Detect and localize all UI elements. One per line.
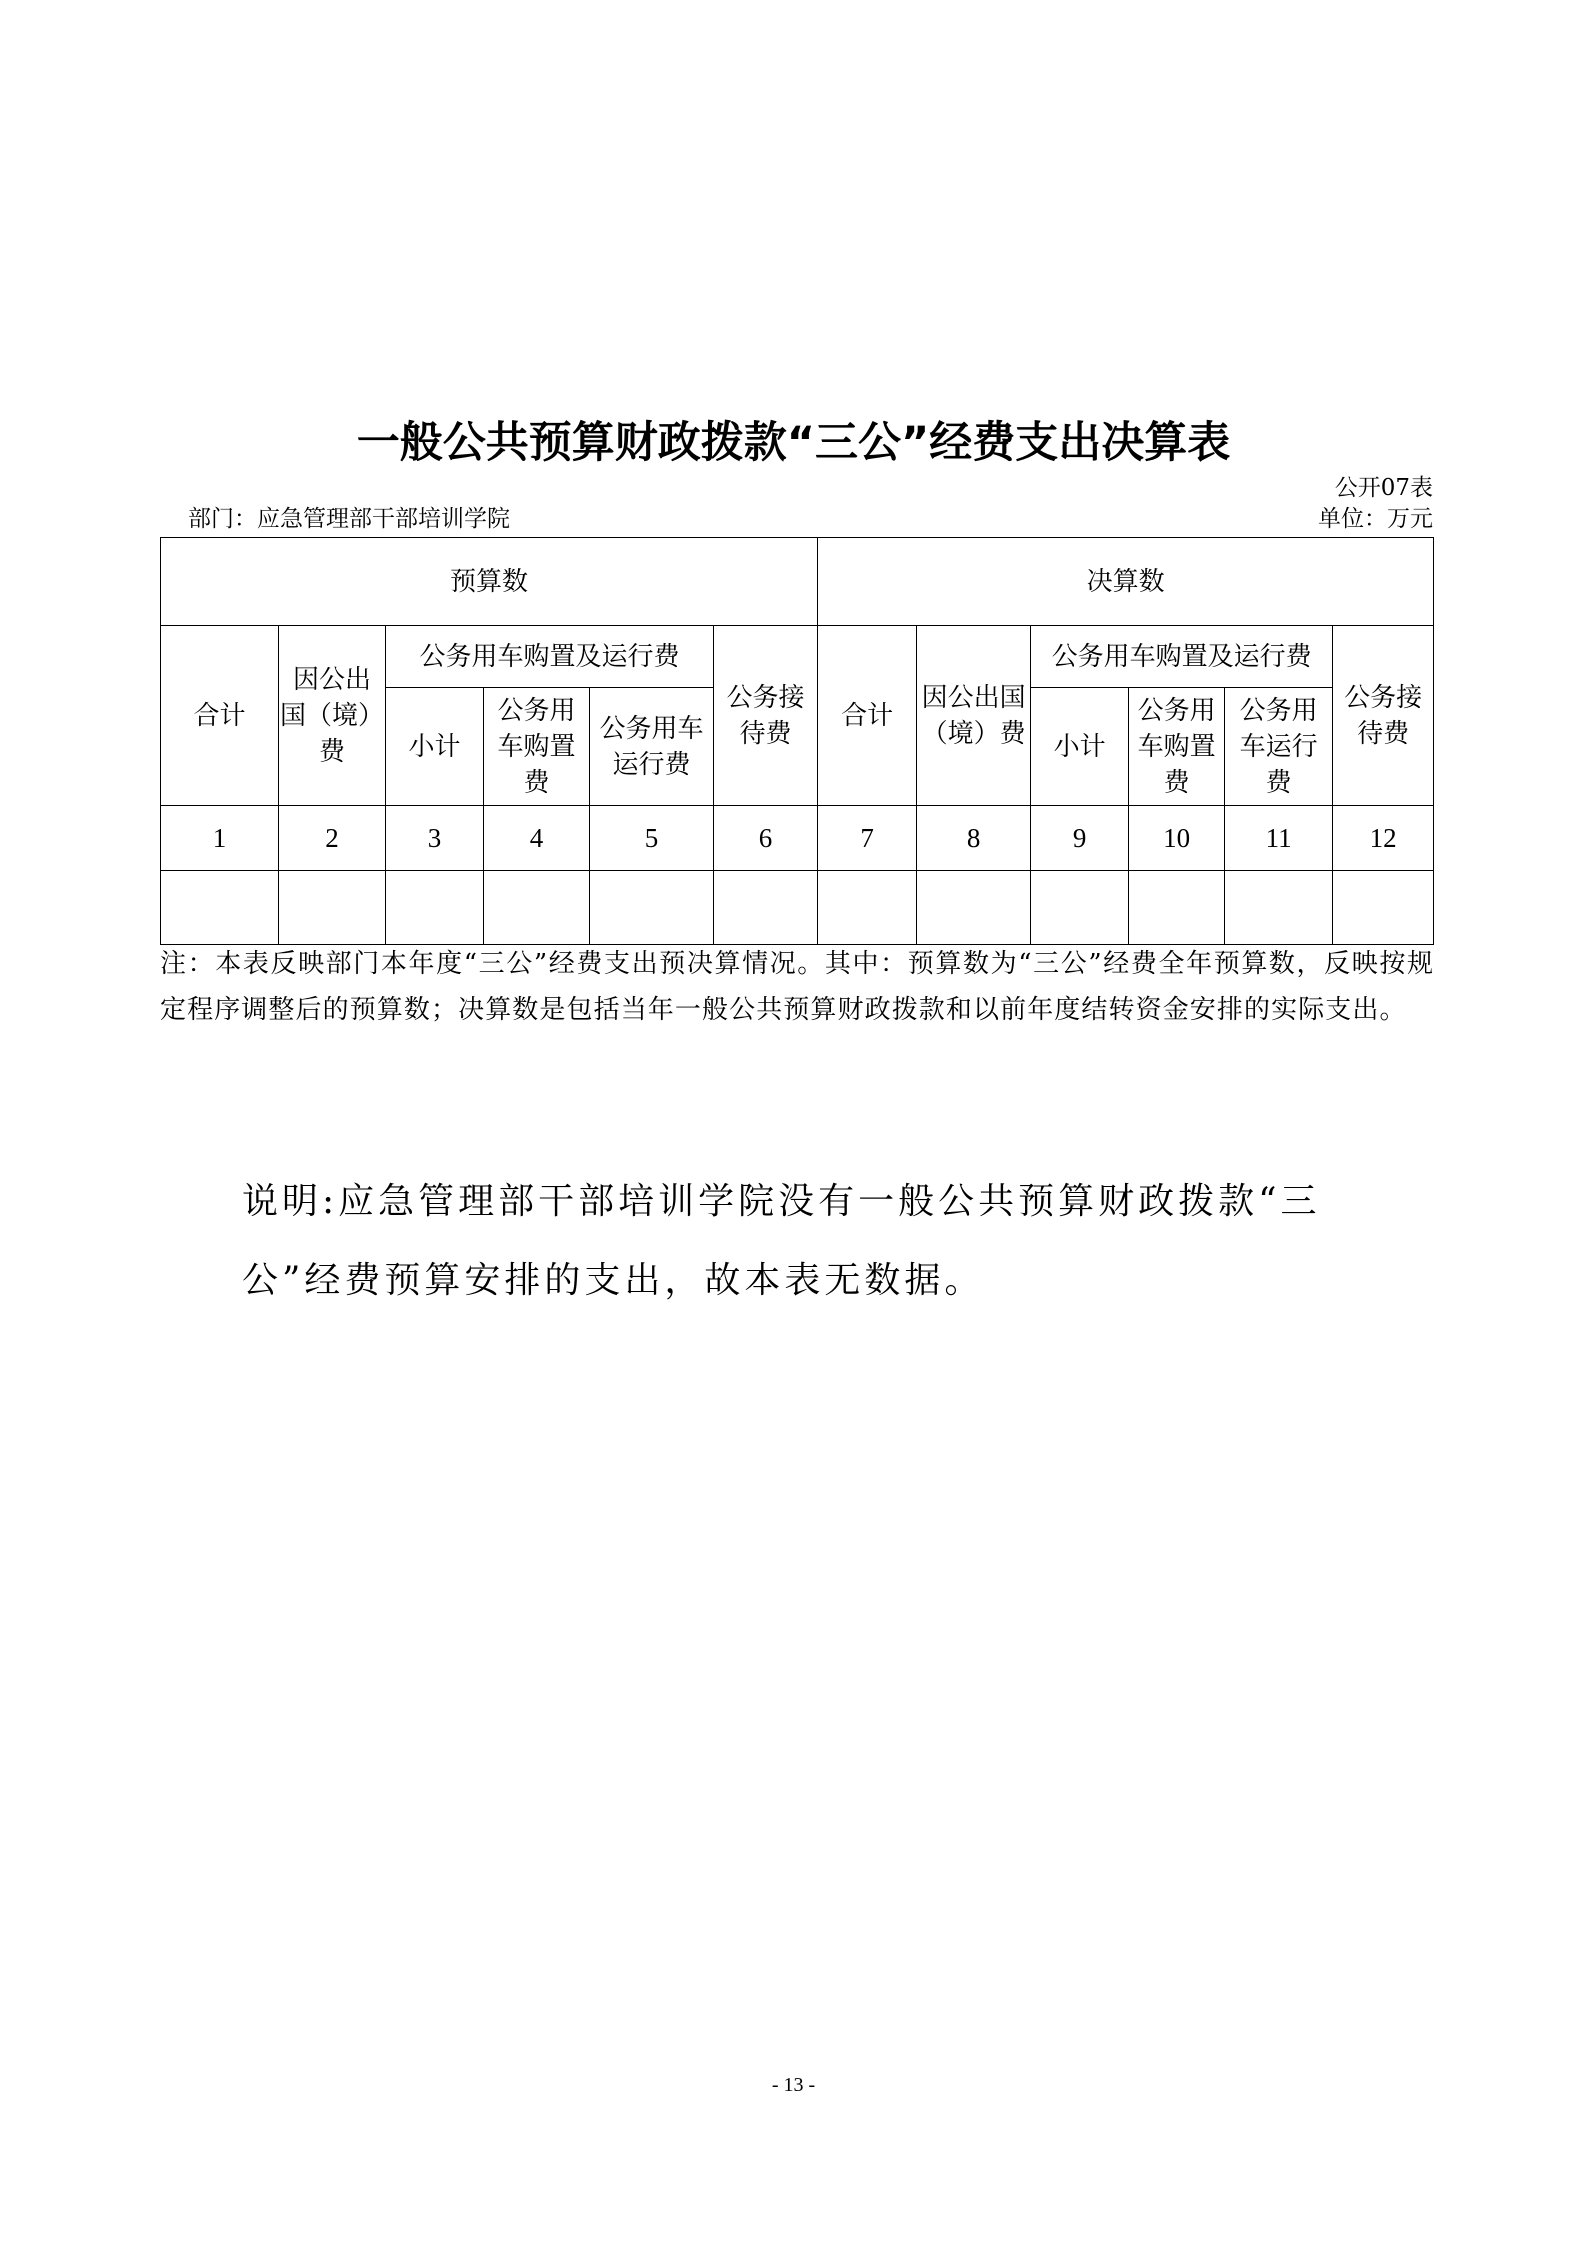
column-number: 5 — [590, 806, 714, 871]
budget-vehicle-purchase-header: 公务用 车购置 费 — [484, 688, 590, 806]
column-number: 7 — [818, 806, 917, 871]
final-group-header: 决算数 — [818, 538, 1434, 626]
table-code: 公开07表 — [1334, 475, 1433, 501]
page-number: - 13 - — [771, 2074, 816, 2096]
final-total-header: 合计 — [818, 626, 917, 806]
final-reception-header: 公务接 待费 — [1333, 626, 1434, 806]
table-note-line: 注：本表反映部门本年度“三公”经费支出预决算情况。其中：预算数为“三公”经费全年预算数，反映按规 — [160, 949, 1433, 979]
data-cell — [1129, 871, 1225, 945]
data-cell — [917, 871, 1031, 945]
column-number: 8 — [917, 806, 1031, 871]
data-cell — [1225, 871, 1333, 945]
data-row — [161, 871, 1434, 945]
column-number: 1 — [161, 806, 279, 871]
final-vehicle-subtotal-header: 小计 — [1031, 688, 1129, 806]
data-cell — [279, 871, 386, 945]
group-header-row — [161, 538, 1434, 626]
budget-vehicle-subtotal-header: 小计 — [386, 688, 484, 806]
final-vehicle-group-header: 公务用车购置及运行费 — [1031, 626, 1333, 688]
budget-group-header: 预算数 — [161, 538, 818, 626]
data-cell — [386, 871, 484, 945]
explanation-line: 说明:应急管理部干部培训学院没有一般公共预算财政拨款“三 — [242, 1181, 1321, 1222]
page-title: 一般公共预算财政拨款“三公”经费支出决算表 — [356, 418, 1231, 468]
data-cell — [1333, 871, 1434, 945]
column-number: 6 — [714, 806, 818, 871]
data-cell — [1031, 871, 1129, 945]
data-cell — [714, 871, 818, 945]
explanation-line: 公”经费预算安排的支出，故本表无数据。 — [242, 1260, 985, 1301]
budget-abroad-header: 因公出 国（境） 费 — [279, 626, 386, 806]
data-cell — [161, 871, 279, 945]
budget-total-header: 合计 — [161, 626, 279, 806]
column-number: 12 — [1333, 806, 1434, 871]
column-number: 3 — [386, 806, 484, 871]
table-note-line: 定程序调整后的预算数；决算数是包括当年一般公共预算财政拨款和以前年度结转资金安排的实际支出。 — [160, 995, 1407, 1025]
column-number: 9 — [1031, 806, 1129, 871]
data-cell — [484, 871, 590, 945]
column-number: 11 — [1225, 806, 1333, 871]
three-public-expense-table — [160, 537, 1434, 945]
budget-reception-header: 公务接 待费 — [714, 626, 818, 806]
column-number: 2 — [279, 806, 386, 871]
department-label: 部门：应急管理部干部培训学院 — [188, 506, 510, 532]
data-cell — [818, 871, 917, 945]
data-cell — [590, 871, 714, 945]
final-vehicle-purchase-header: 公务用 车购置 费 — [1129, 688, 1225, 806]
budget-vehicle-group-header: 公务用车购置及运行费 — [386, 626, 714, 688]
column-header-row — [161, 626, 1434, 688]
final-abroad-header: 因公出国 （境）费 — [917, 626, 1031, 806]
budget-vehicle-operation-header: 公务用车 运行费 — [590, 688, 714, 806]
column-number: 10 — [1129, 806, 1225, 871]
column-number-row — [161, 806, 1434, 871]
column-number: 4 — [484, 806, 590, 871]
unit-label: 单位：万元 — [1318, 506, 1433, 532]
final-vehicle-operation-header: 公务用 车运行 费 — [1225, 688, 1333, 806]
